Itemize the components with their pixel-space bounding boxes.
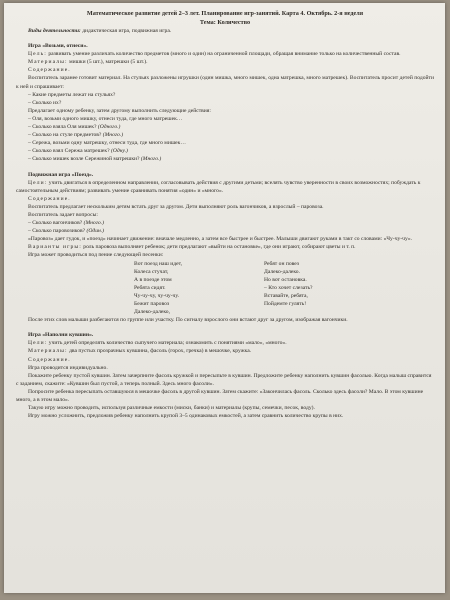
song-poem [134,260,434,317]
poem-left-column [134,260,264,317]
game2-paragraph-2: Воспитатель задает вопросы: [28,211,98,218]
game1-dialog-5-text: – Сколько взял Сережа матрешек? [28,148,111,155]
game1-goal [16,50,434,58]
game2-content-label: Содержание. [28,195,71,202]
activity-text: дидактическая игра, подвижная игра. [80,28,172,34]
game3-goal [16,339,434,347]
document-page [4,3,445,593]
game3-materials [16,347,434,355]
game1-question-1: – Какие предметы лежат на стульях? [28,91,116,98]
game1-dialog-5-answer: (Одну.) [111,148,128,155]
game1-dialog-2-text: – Сколько взяла Оля мишек? [28,124,98,131]
game2-question-1-text: – Сколько вагончиков? [28,220,84,227]
poem-line: Пойдемте гулять! [264,301,307,307]
topic-title: Тема: Количество [199,19,251,26]
poem-line: Вставайте, ребята, [264,292,308,299]
game2-question-2 [16,227,434,235]
game2-variants-label: Варианты игры: [28,244,82,251]
game1-dialog-3-text: – Сколько на стуле предметов? [28,132,103,139]
game1-question-2: – Сколько их? [28,99,62,106]
poem-line: Бежит паровоз [134,301,170,307]
game2-paragraph-5: После этих слов малыши разбегаются по группе или участку. По сигналу взрослого они встают друг за другом, изображая вагончики. [28,317,348,324]
poem-right-column [264,260,394,317]
game1-dialog-4: – Сережа, возьми одну матрешку, отнеси туда, где много мишек… [28,140,186,147]
game1-intro: Воспитатель заранее готовит материал. На стульях разложены игрушки (один мишка, много мишек, одна матрешка, много матрешек). Воспитатель просит детей подойти к ней и спрашивает: [16,75,434,90]
game3-paragraph-1: Игра проводится индивидуально. [28,364,108,371]
game3-paragraph-5: Игру можно усложнить, предложив ребенку наполнить крупой 3–5 одинаковых емкостей, а затем сравнить количество крупы в них. [28,413,344,420]
game1-dialog-3 [16,131,434,139]
game1-dialog-6-text: – Сколько мишек возле Сережиной матрешки? [28,156,141,163]
game2-goal [16,179,434,195]
game1-dialog-6 [16,155,434,163]
game3-content-label: Содержание. [28,356,71,363]
game1-dialog-2 [16,123,434,131]
game3-goal-text: учить детей определять количество сыпучего материала; ознакомить с понятиями «мало», «много». [47,340,287,347]
game1-materials-text: мишки (5 шт.), матрешки (5 шт.). [67,59,148,66]
poem-line: А в поезде этом [134,276,172,283]
game1-materials-label: Материалы: [28,59,68,66]
game2-question-2-answer: (Один.) [86,228,105,235]
game2-paragraph-1: Воспитатель предлагает нескольким детям встать друг за другом. Дети выполняют роль вагончиков, а взрослый – паровоза. [28,203,324,210]
poem-line: Но вот остановка. [264,276,307,283]
game2-variants [16,243,434,251]
game1-title: Игра «Возьми, отнеси». [28,43,88,50]
poem-line: Далеко-далеко. [264,268,300,275]
poem-line: Ребята сидят. [134,284,166,291]
game2-title: Подвижная игра «Поезд». [28,171,94,178]
poem-line: – Кто хочет слезать? [264,284,313,291]
page-header: Математическое развитие детей 2–3 лет. Планирование игр-занятий. Карта 4. Октябрь. 2-я неделя [86,10,364,17]
game1-dialog-1: – Оля, возьми одного мишку, отнеси туда, где много матрешек… [28,115,183,122]
game3-paragraph-2: Покажите ребенку пустой кувшин. Затем зачерпните фасоль кружкой и пересыпьте в кувшин. Предложите ребенку наполнить кувшин фасолью. Когда малыш справится с заданием, скажите: «Кувшин был пустой, а теперь полный. Здесь много фасоли». [16,372,432,387]
game2-goal-label: Цели: [28,179,48,186]
game3-materials-label: Материалы: [28,348,68,355]
activity-types [16,27,434,35]
game1-offer: Предлагает одному ребенку, затем другому выполнить следующие действия: [28,107,211,114]
game1-dialog-2-answer: (Одного.) [97,124,121,131]
game2-question-2-text: – Сколько паровозиков? [28,228,87,235]
game3-paragraph-3: Попросите ребенка пересыпать оставшуюся в мешочке фасоль в другой кувшин. Затем скажите: «Закончилась фасоль. Сколько здесь фасоли? Мало. В этом кувшине много, а в этом мало». [16,388,424,404]
document-content [16,9,434,420]
poem-line: Чу-чу-чу, чу-чу-чу. [134,292,180,299]
game3-paragraph-4: Такую игру можно проводить, используя различные емкости (миски, банки) и материалы (крупы, семечки, песок, воду). [28,405,315,412]
game2-variants-text: роль паровоза выполняет ребенок; дети предлагают «выйти на остановке», где они играют, собирают цветы и т. п. [81,244,356,251]
game1-goal-label: Цель: [28,51,47,58]
game1-materials [16,58,434,66]
game1-dialog-5 [16,147,434,155]
poem-line: Колеса стучат, [134,268,169,275]
game3-title: Игра «Наполни кувшин». [28,332,94,339]
game1-dialog-3-answer: (Много.) [102,132,124,139]
poem-line: Ребят он повез [264,260,299,267]
game2-paragraph-3: «Паровоз» дает гудок, и «поезд» начинает движение: вначале медленно, а затем все быстрее и быстрее. Малыши двигают руками в такт со словами: «Чу-чу-чу». [28,236,413,243]
game1-dialog-6-answer: (Много.) [140,156,162,163]
game2-question-1-answer: (Много.) [83,220,104,227]
activity-label: Виды деятельности: [28,28,81,34]
game2-goal-text: учить двигаться в определенном направлении, согласовывать действия с другими детьми; вселять чувство уверенности в своих возможностях; побуждать к самостоятельным действиям; развивать умение сравнивать понятия «один» и «много». [16,179,421,194]
game1-goal-text: развивать умение различать количество предметов (много и один) на ограниченной площади, обращая внимание только на количественный состав. [46,51,401,58]
game3-goal-label: Цели: [28,340,48,347]
game2-question-1 [16,219,434,227]
game2-paragraph-4: Игра может проводиться под пение следующей песенки: [28,252,164,259]
game1-content-label: Содержание. [28,67,71,74]
poem-line: Далеко-далеко, [134,309,170,316]
poem-line: Вот поезд наш идет, [134,260,182,267]
game3-materials-text: два пустых прозрачных кувшина, фасоль (горох, гречка) в мешочке, кружка. [67,348,252,355]
